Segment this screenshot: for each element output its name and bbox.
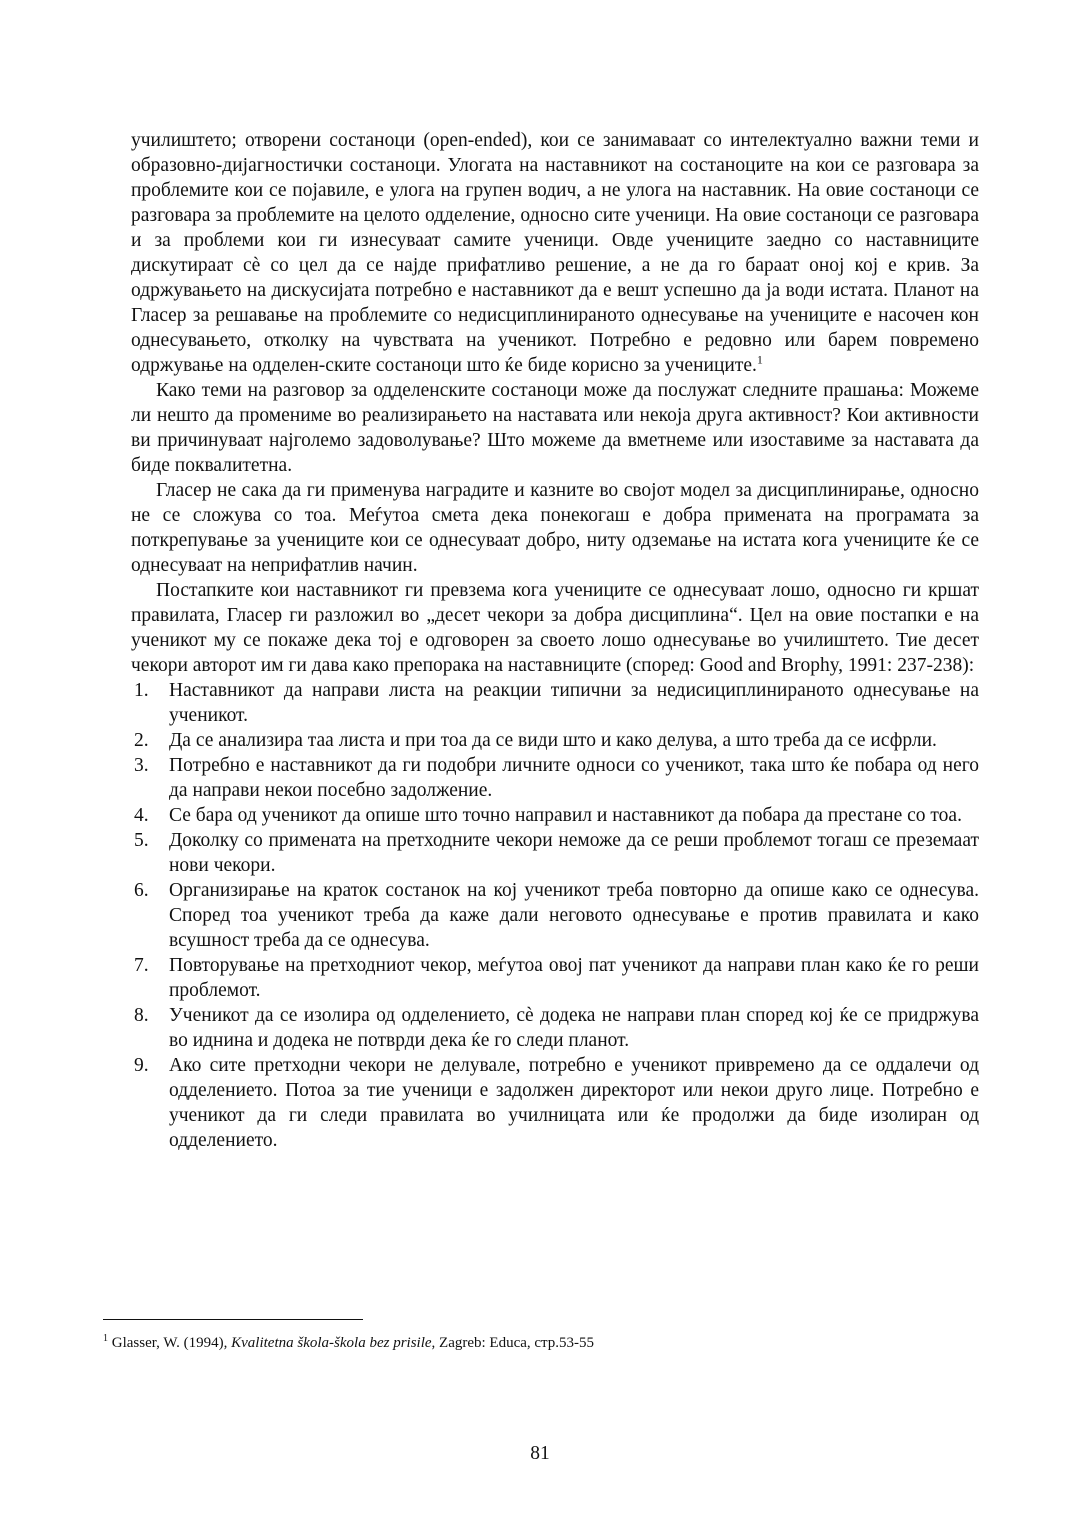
footnote-title: Kvalitetna škola-škola bez prisile [231,1335,432,1351]
list-item-number: 6. [134,880,149,901]
list-item-number: 1. [134,680,149,701]
list-item [131,728,979,753]
footnote-mark: 1 [103,1333,108,1344]
list-item-number: 7. [134,955,149,976]
list-item-text: Доколку со примената на претходните чекори неможе да се реши проблемот тогаш се преземаат нови чекори. [169,830,979,876]
list-item [131,1053,979,1153]
list-item-text: Ученикот да се изолира од одделението, сè додека не направи план според кој ќе се придржува во иднина и додека не потврди дека ќе го следи планот. [169,1005,979,1051]
paragraph [131,128,979,378]
page-number: 81 [530,1443,550,1464]
list-item-number: 5. [134,830,149,851]
footnote-text-before: Glasser, W. (1994), [111,1335,232,1351]
list-item-text: Се бара од ученикот да опише што точно направил и наставникот да побара да престане со тоа. [169,805,962,826]
paragraph: Гласер не сака да ги применува наградите и казните во својот модел за дисциплинирање, односно не се сложува со тоа. Меѓутоа смета дека понекогаш е добра примената на програмата за поткрепување за учениците кои се однесуваат добро, ниту одземање на истата кога учениците ќе се однесуваат на неприфатлив начин. [131,480,979,576]
list-item-number: 2. [134,730,149,751]
list-item-number: 3. [134,755,149,776]
list-item-text: Потребно е наставникот да ги подобри личните односи со ученикот, така што ќе побара од него да направи некои посебно задолжение. [169,755,979,801]
list-item-number: 4. [134,805,149,826]
paragraph-text: училиштето; отворени состаноци (open-ended), кои се занимаваат со интелектуално важни теми и образовно-дијагностички состаноци. Улогата на наставникот на состаноците на кои се разговара за проблемите кои се појавиле, е улога на групен водич, а не улога на наставник. На овие состаноци се разговара за проблемите на целото одделение, односно сите ученици. На овие состаноци се разговара и за проблеми кои ги изнесуваат самите ученици. Овде учениците заедно со наставниците дискутираат сè со цел да се најде прифатливо решение, а не да го бараат оној кој е крив. За одржувањето на дискусијата потребно е наставникот да е вешт успешно да ја води истата. Планот на Гласер за решавање на проблемите со недисциплинираното однесување на учениците е насочен кон однесувањето, отколку на чувствата на ученикот. Потребно е редовно или барем повремено одржување на одделен-ските состаноци што ќе биде корисно за учениците. [131,130,979,376]
footnote-reference: 1 [756,352,763,367]
list-item [131,803,979,828]
list-item-number: 9. [134,1055,149,1076]
list-item [131,828,979,878]
list-item-number: 8. [134,1005,149,1026]
footnote-divider [103,1319,363,1320]
list-item [131,878,979,953]
list-item [131,953,979,1003]
list-item-text: Наставникот да направи листа на реакции типични за недисициплинираното однесување на ученикот. [169,680,979,726]
list-item-text: Организирање на краток состанок на кој ученикот треба повторно да опише како се однесува. Според тоа ученикот треба да каже дали неговото однесување е против правилата и како всушност треба да се однесува. [169,880,979,951]
footnote [103,1333,983,1353]
paragraph: Постапките кои наставникот ги превзема кога учениците се однесуваат лошо, односно ги кршат правилата, Гласер ги разложил во „десет чекори за добра дисциплина“. Цел на овие постапки е на ученикот му се покаже дека тој е одговорен за своето лошо однесување во училиштето. Тие десет чекори авторот им ги дава како препорака на наставниците (според: Good and Brophy, 1991: 237-238): [131,580,979,676]
list-item-text: Ако сите претходни чекори не делувале, потребно е ученикот привремено да се оддалечи од одделението. Потоа за тие ученици е задолжен директорот или некои друго лице. Потребно е ученикот да ги следи правилата во училницата или ќе продолжи да биде изолиран од одделението. [169,1055,979,1151]
list-item [131,753,979,803]
body-text [131,128,979,1153]
ten-steps-list [131,678,979,1153]
paragraph: Како теми на разговор за одделенските состаноци може да послужат следните прашања: Можеме ли нешто да промениме во реализирањето на наставата или некоја друга активност? Кои активности ви причинуваат најголемо задоволување? Што можеме да вметнеме или изоставиме за наставата да биде поквалитетна. [131,380,979,476]
list-item [131,678,979,728]
footnote-text-after: , Zagreb: Educa, стр.53-55 [431,1335,595,1351]
list-item-text: Повторување на претходниот чекор, меѓутоа овој пат ученикот да направи план како ќе го реши проблемот. [169,955,979,1001]
list-item [131,1003,979,1053]
list-item-text: Да се анализира таа листа и при тоа да се види што и како делува, а што треба да се исфрли. [169,730,937,751]
